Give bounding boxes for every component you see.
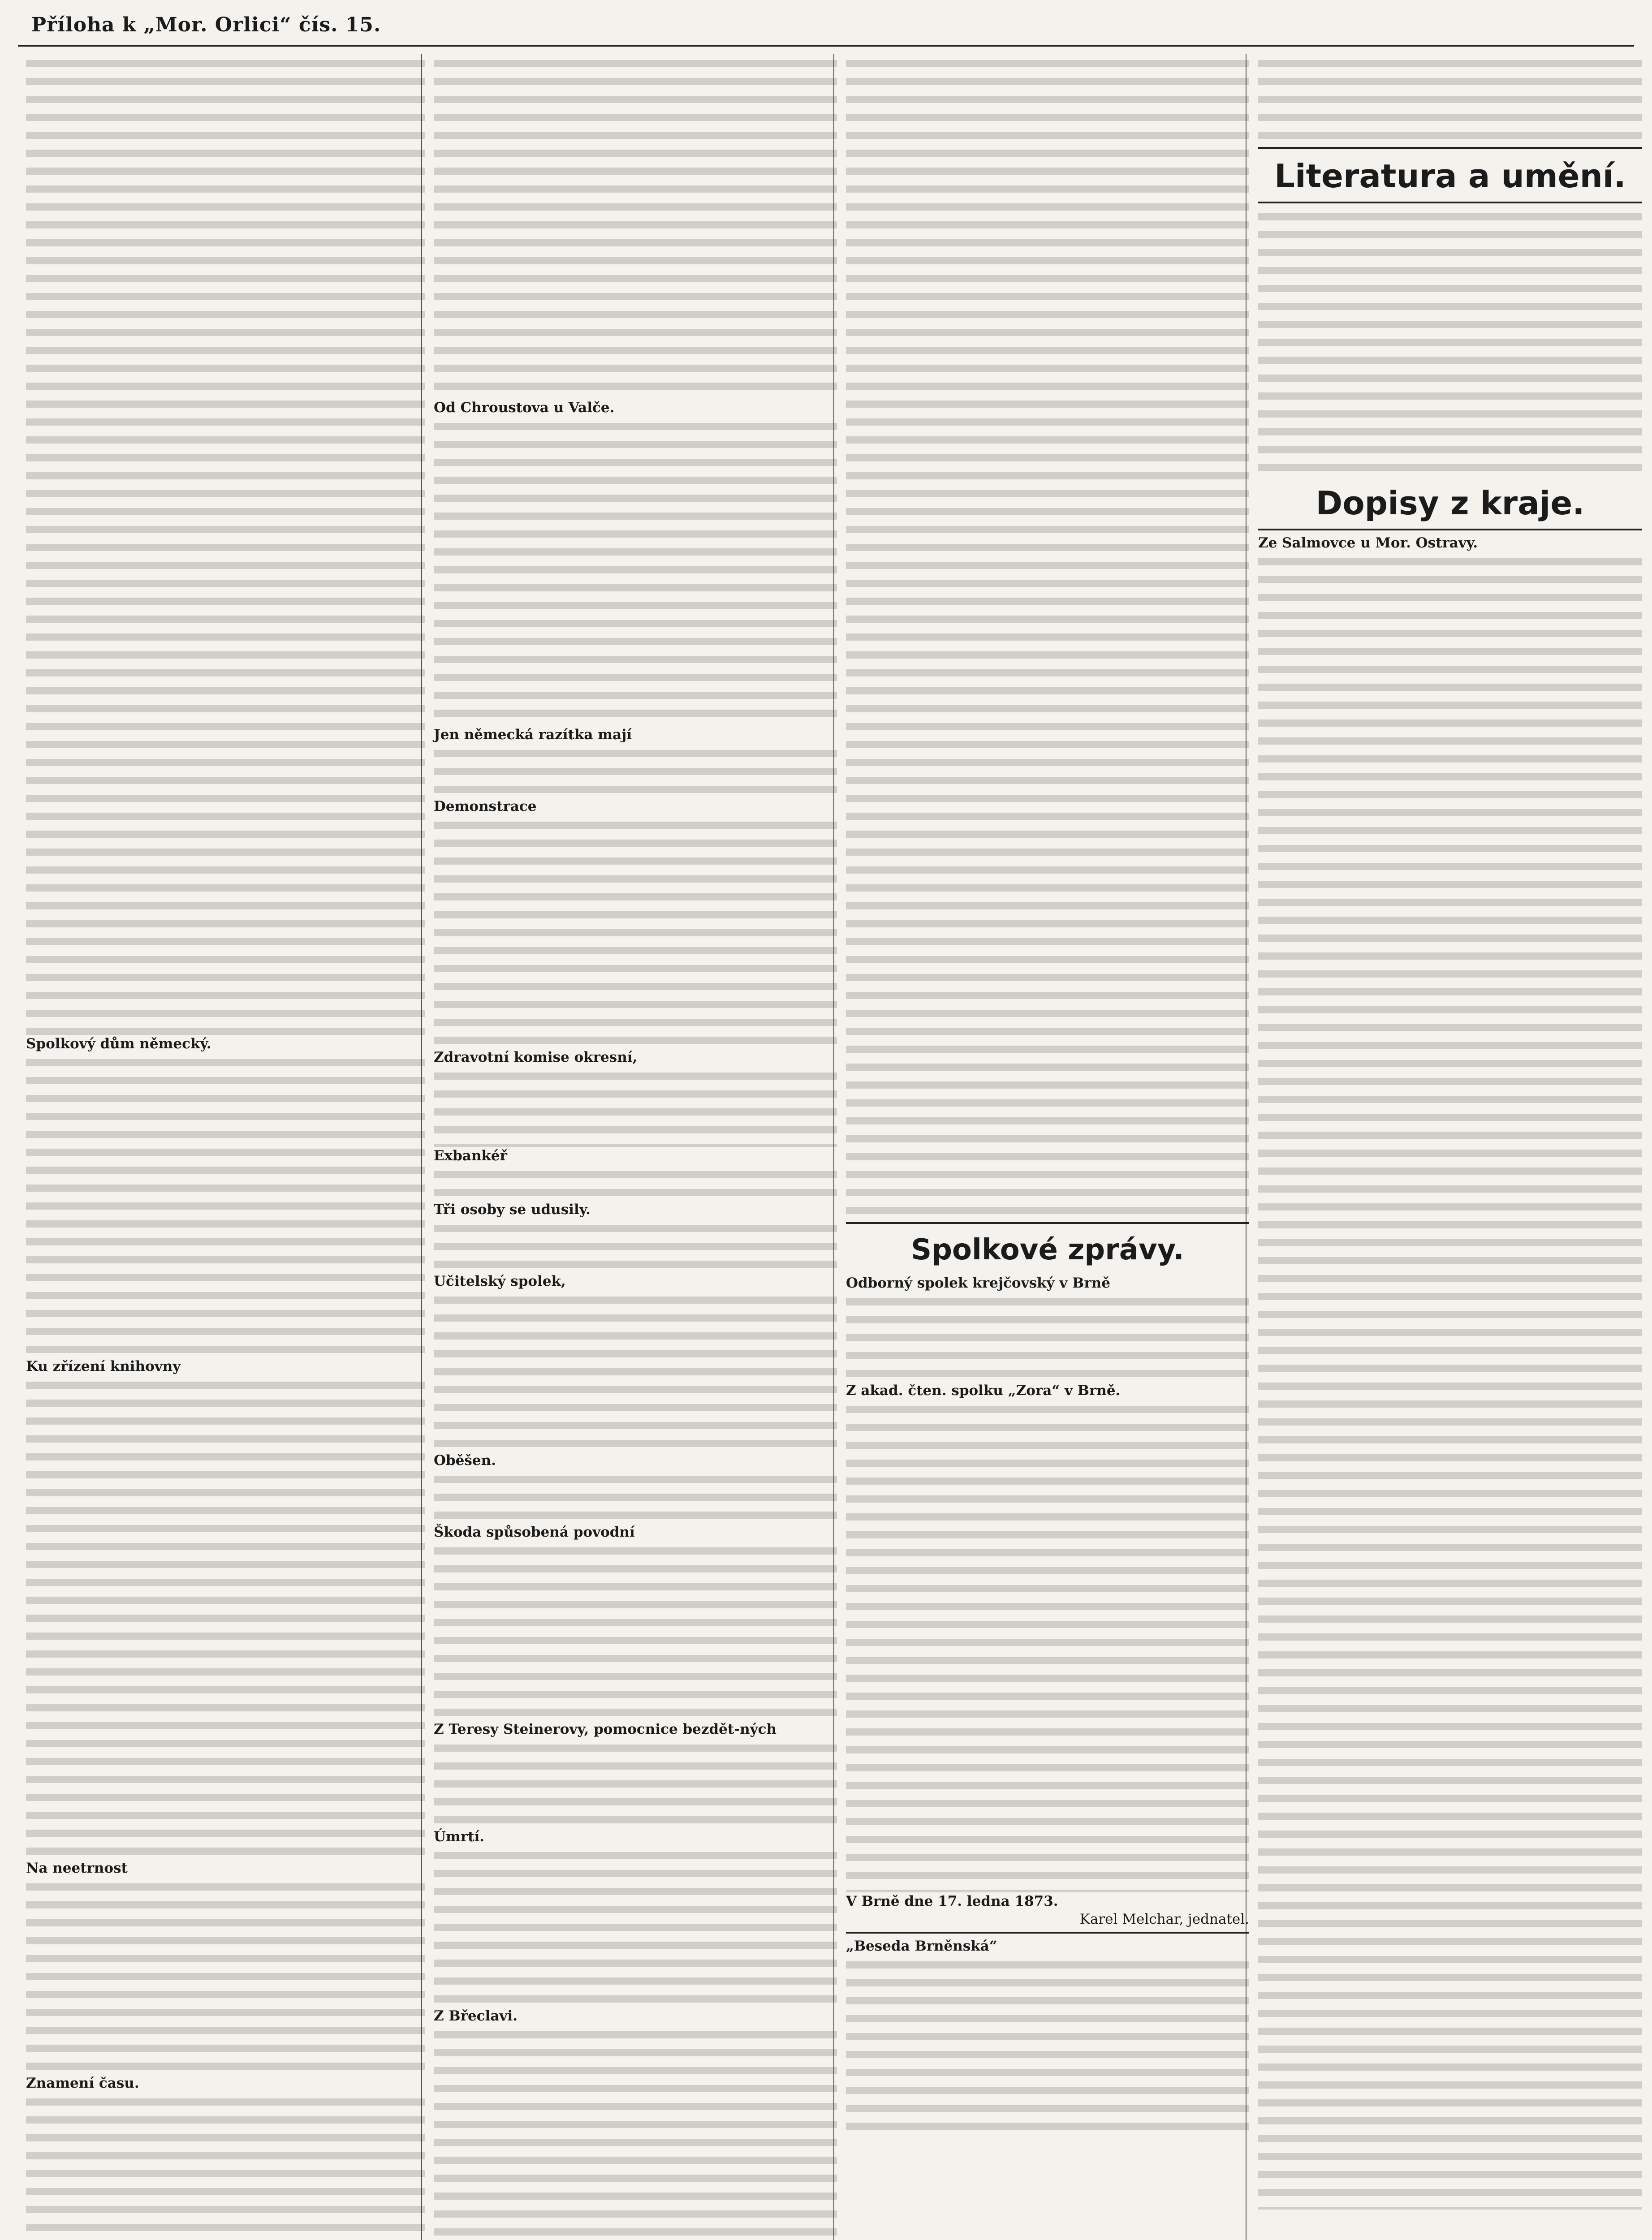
- article-lead: Spolkový dům německý.: [26, 1036, 211, 1052]
- article-lead: Oběšen.: [434, 1452, 496, 1469]
- article-lead: Z Břeclavi.: [434, 2008, 518, 2024]
- article-lead: Z akad. čten. spolku „Zora“ v Brně.: [846, 1383, 1121, 1399]
- signature: Karel Melchar, jednatel.: [1079, 1911, 1249, 1927]
- article-body-text: [434, 1738, 837, 1828]
- section-rule: [1258, 202, 1642, 203]
- article-lead: Znamení času.: [26, 2075, 139, 2091]
- article-body-text: [434, 815, 837, 1048]
- article-lead: Demonstrace: [434, 798, 537, 814]
- article-body-text: [434, 1846, 837, 2007]
- article-lead: Učitelský spolek,: [434, 1273, 566, 1289]
- article-body-text: [26, 54, 425, 1035]
- article-body-text: [1258, 207, 1642, 476]
- article-body-text: [434, 54, 837, 399]
- article-body-text: [434, 1165, 837, 1201]
- article-body-text: [434, 1066, 837, 1147]
- article-body-text: [1258, 54, 1642, 143]
- article-lead: Od Chroustova u Valče.: [434, 400, 615, 416]
- article-body-text: [26, 1375, 425, 1859]
- article-body-text: [434, 1469, 837, 1523]
- article-lead: „Beseda Brněnská“: [846, 1938, 997, 1954]
- article-body-text: [1258, 552, 1642, 2210]
- newspaper-page: [18, 13, 1634, 2240]
- column-1: [18, 54, 433, 2240]
- article-lead: Zdravotní komise okresní,: [434, 1049, 638, 1065]
- article-lead: Z Teresy Steinerovy, pomocnice bezdět-ných: [434, 1721, 777, 1737]
- section-rule: [1258, 147, 1642, 149]
- article-lead: Jen německá razítka mají: [434, 727, 632, 743]
- running-head: Příloha k „Mor. Orlici“ čís. 15.: [31, 13, 381, 36]
- article-body-text: [26, 1053, 425, 1357]
- article-lead: Ku zřízení knihovny: [26, 1358, 181, 1374]
- article-lead: Tři osoby se udusily.: [434, 1202, 591, 1218]
- article-body-text: [434, 744, 837, 797]
- article-lead: Škoda spůsobená povodní: [434, 1524, 635, 1540]
- section-heading: Literatura a umění.: [1274, 157, 1626, 195]
- article-body-text: [846, 1400, 1249, 1892]
- article-body-text: [846, 1955, 1249, 2134]
- column-4: [1250, 54, 1650, 2240]
- article-body-text: [846, 1292, 1249, 1382]
- column-2: [426, 54, 845, 2240]
- article-lead: Na neetrnost: [26, 1860, 128, 1876]
- section-heading: Spolkové zprávy.: [911, 1233, 1184, 1266]
- article-body-text: [434, 1290, 837, 1452]
- article-body-text: [434, 417, 837, 726]
- article-body-text: [434, 1541, 837, 1720]
- header-rule: [18, 45, 1634, 47]
- article-body-text: [26, 1877, 425, 2074]
- article-body-text: [434, 2025, 837, 2240]
- section-rule: [846, 1222, 1249, 1224]
- section-heading: Dopisy z kraje.: [1316, 484, 1585, 522]
- article-lead: V Brně dne 17. ledna 1873.: [846, 1893, 1058, 1909]
- section-rule: [1258, 529, 1642, 530]
- column-3: [838, 54, 1257, 2240]
- article-lead: Exbankéř: [434, 1148, 507, 1164]
- article-body-text: [434, 1219, 837, 1272]
- article-lead: Odborný spolek krejčovský v Brně: [846, 1275, 1110, 1291]
- article-body-text: [846, 54, 1249, 1219]
- article-lead: Úmrtí.: [434, 1829, 485, 1845]
- article-body-text: [26, 2092, 425, 2240]
- article-lead: Ze Salmovce u Mor. Ostravy.: [1258, 535, 1478, 551]
- section-rule: [846, 1932, 1249, 1934]
